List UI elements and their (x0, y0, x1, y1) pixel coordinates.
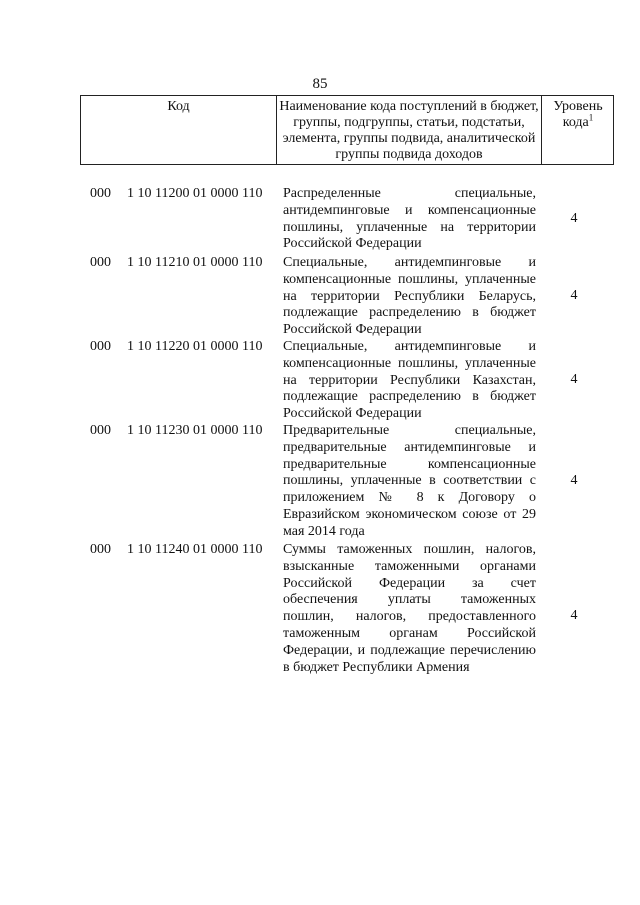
row-level: 4 (570, 608, 578, 623)
row-name: Суммы таможенных пошлин, налогов, взысканные таможенными органами Российской Федерации за счет обеспечения уплаты таможенных пошлин, налогов, предоставленного таможенным органам Российской Федерации, и подлежащие перечислению в бюджет Республики Армения (283, 542, 536, 675)
row-level: 4 (570, 288, 578, 303)
row-level: 4 (570, 372, 578, 387)
row-code: 1 10 11220 01 0000 110 (127, 339, 263, 354)
row-code: 1 10 11210 01 0000 110 (127, 255, 263, 270)
row-name: Предварительные специальные, предварительные антидемпинговые и предварительные компенсационные пошлины, уплаченные в соответствии с приложением № 8 к Договору о Евразийском экономическом союзе от 29 мая 2014 года (283, 423, 536, 539)
row-prefix: 000 (90, 423, 111, 438)
row-code: 1 10 11240 01 0000 110 (127, 542, 263, 557)
page-number: 85 (312, 76, 328, 92)
row-name: Специальные, антидемпинговые и компенсационные пошлины, уплаченные на территории Республики Беларусь, подлежащие распределению в бюджет Российской Федерации (283, 255, 536, 338)
row-prefix: 000 (90, 186, 111, 201)
header-level-footnote: 1 (588, 112, 594, 123)
header-code: Код (81, 96, 277, 164)
row-name: Специальные, антидемпинговые и компенсационные пошлины, уплаченные на территории Республики Казахстан, подлежащие распределению в бюджет Российской Федерации (283, 339, 536, 422)
row-code: 1 10 11200 01 0000 110 (127, 186, 263, 201)
row-prefix: 000 (90, 339, 111, 354)
row-name: Распределенные специальные, антидемпинговые и компенсационные пошлины, уплаченные на территории Российской Федерации (283, 186, 536, 252)
row-prefix: 000 (90, 542, 111, 557)
row-level: 4 (570, 473, 578, 488)
header-name: Наименование кода поступлений в бюджет, группы, подгруппы, статьи, подстатьи, элемента, группы подвида, аналитической группы подвида доходов (277, 96, 542, 164)
row-level: 4 (570, 211, 578, 226)
header-level (542, 96, 614, 164)
row-code: 1 10 11230 01 0000 110 (127, 423, 263, 438)
row-prefix: 000 (90, 255, 111, 270)
table-header (80, 95, 614, 165)
header-level-label: Уровень кода (553, 99, 603, 130)
